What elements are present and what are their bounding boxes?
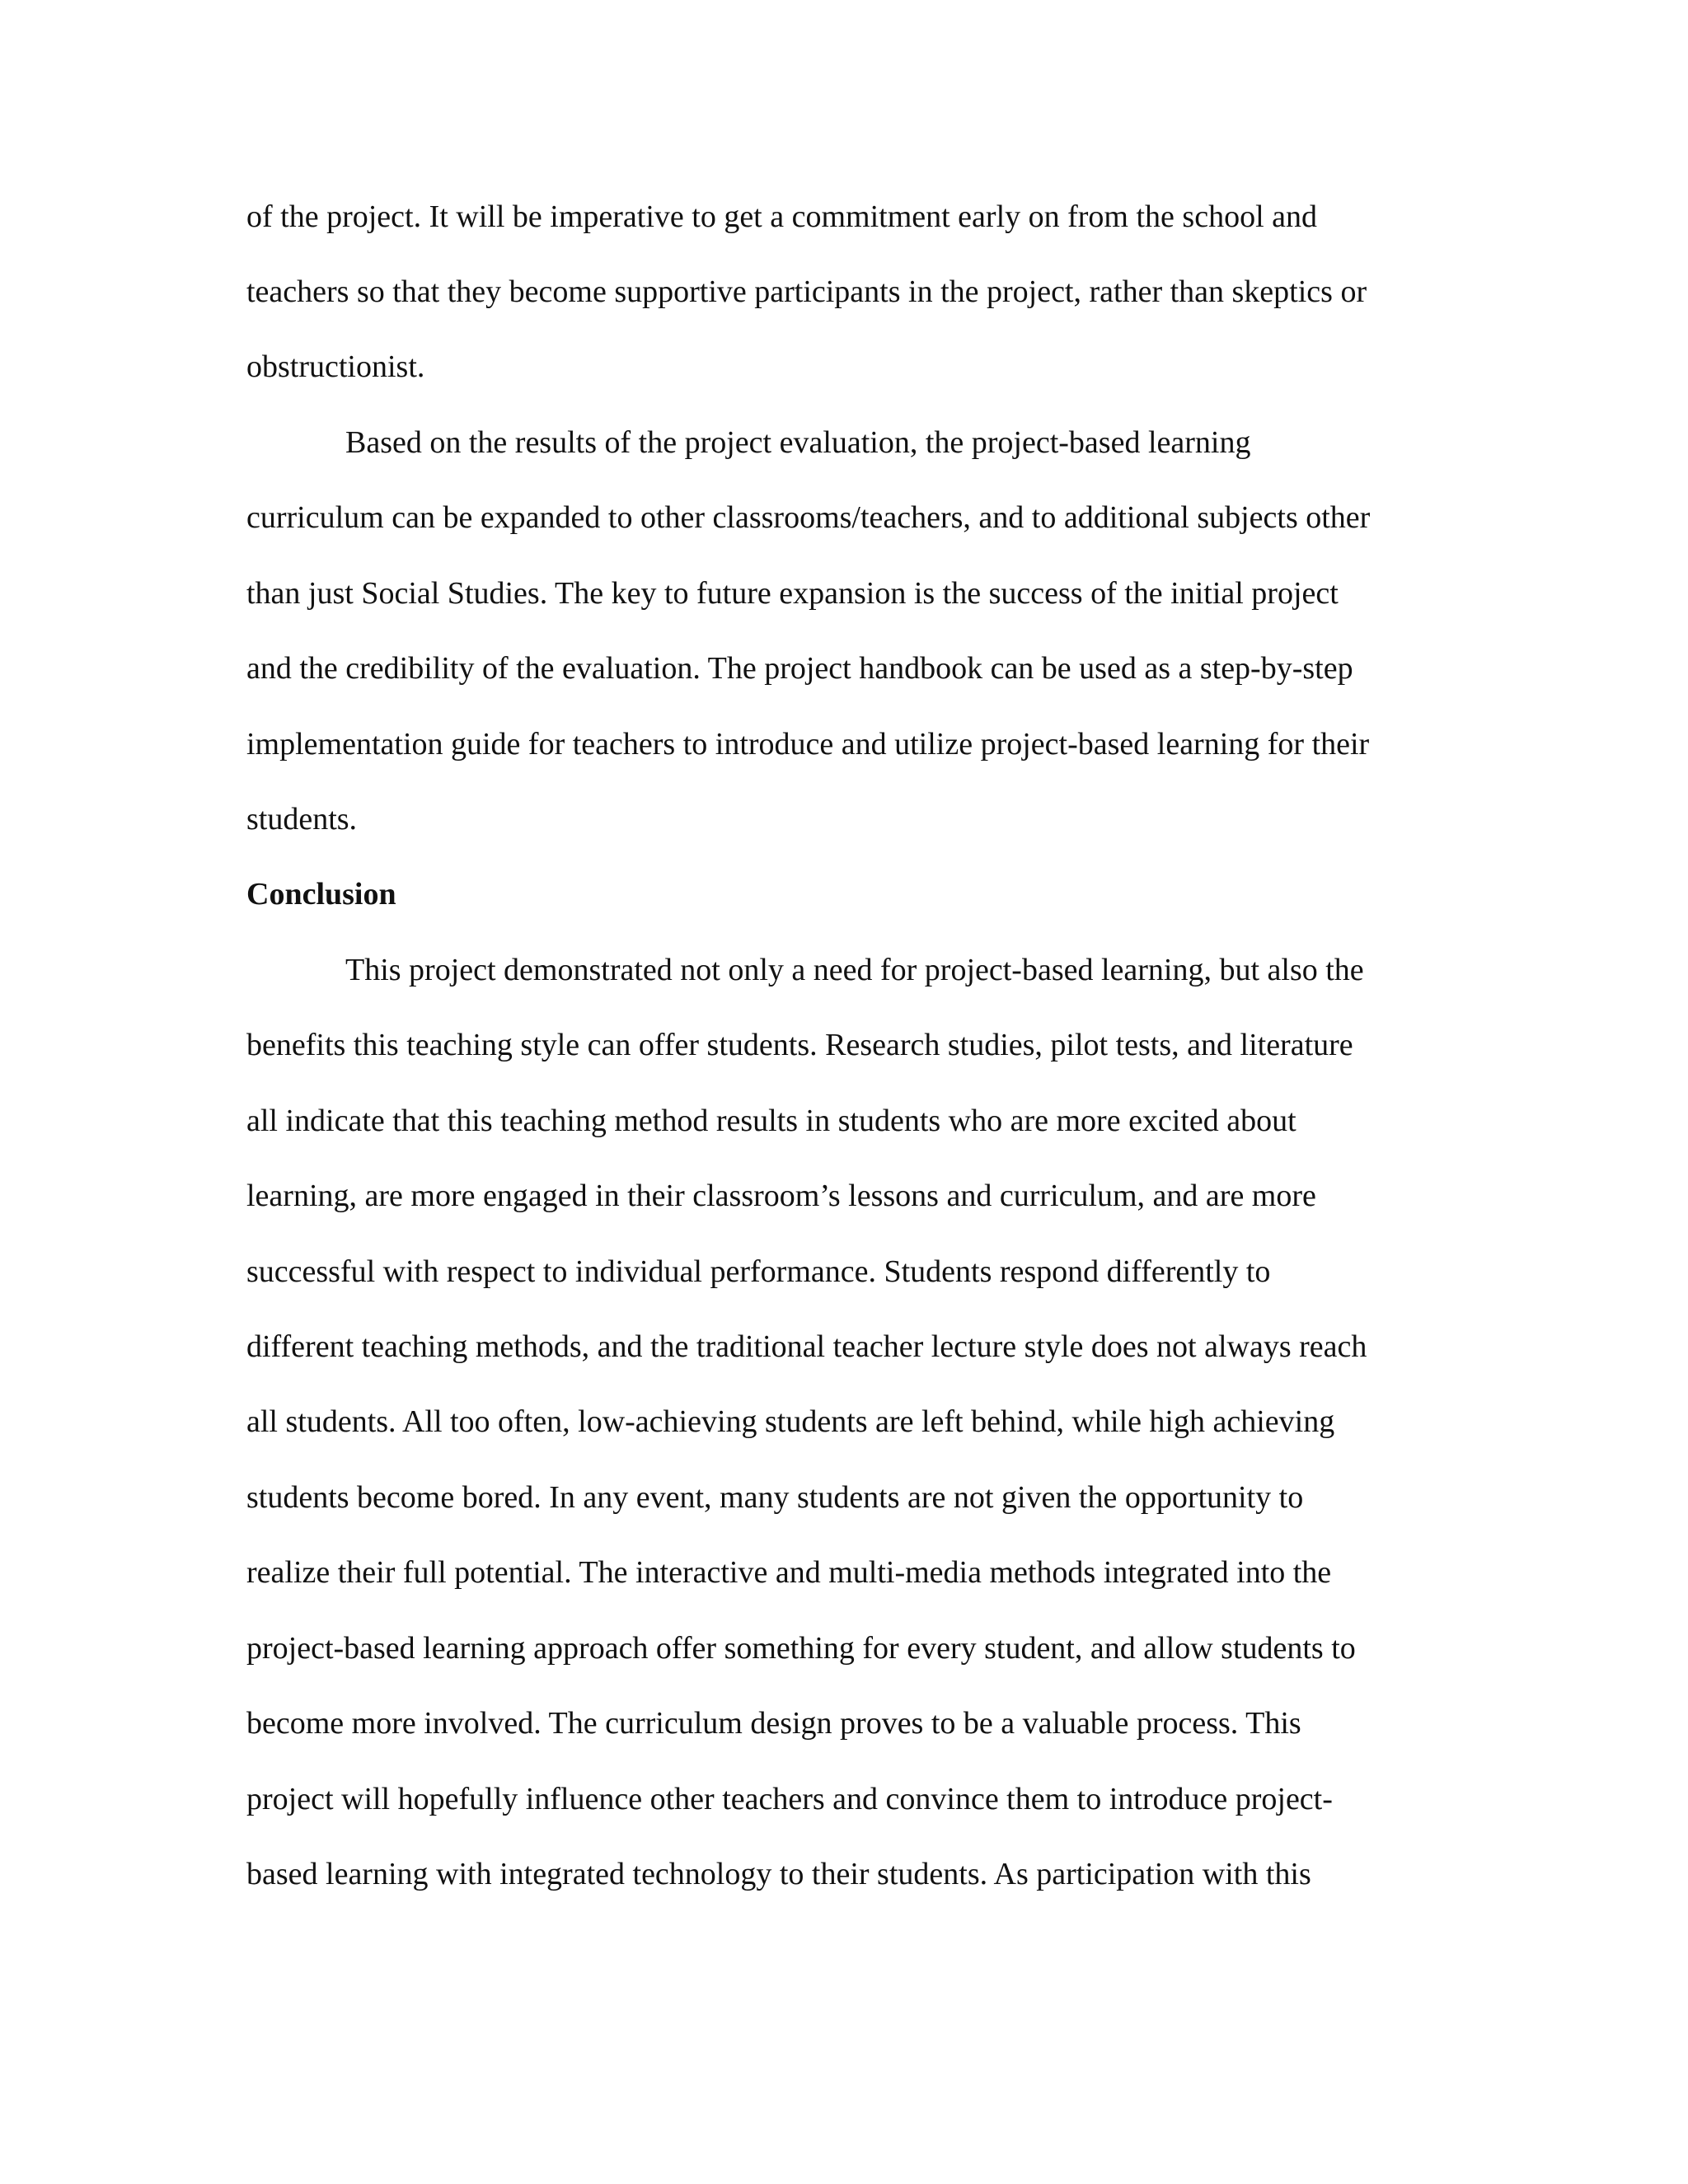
paragraph-2-line-3: than just Social Studies. The key to future expansion is the success of the initial project <box>246 576 1339 611</box>
paragraph-3-line-3: all indicate that this teaching method results in students who are more excited about <box>246 1104 1296 1138</box>
paragraph-3-line-12: project will hopefully influence other teachers and convince them to introduce project- <box>246 1782 1333 1816</box>
paragraph-2-line-2: curriculum can be expanded to other classrooms/teachers, and to additional subjects other <box>246 500 1371 535</box>
paragraph-2-line-6: students. <box>246 802 358 837</box>
paragraph-3-line-8: students become bored. In any event, many students are not given the opportunity to <box>246 1480 1304 1515</box>
paragraph-3-line-9: realize their full potential. The interactive and multi-media methods integrated into the <box>246 1555 1332 1590</box>
paragraph-1-line-3: obstructionist. <box>246 349 425 384</box>
paragraph-2-line-5: implementation guide for teachers to introduce and utilize project-based learning for their <box>246 727 1370 762</box>
conclusion-heading: Conclusion <box>246 877 396 912</box>
paragraph-3-line-7: all students. All too often, low-achieving students are left behind, while high achieving <box>246 1404 1335 1439</box>
paragraph-3-line-11: become more involved. The curriculum design proves to be a valuable process. This <box>246 1706 1301 1741</box>
paragraph-3-line-4: learning, are more engaged in their classroom’s lessons and curriculum, and are more <box>246 1179 1316 1213</box>
paragraph-3-line-13: based learning with integrated technology to their students. As participation with this <box>246 1857 1311 1891</box>
paragraph-3-line-1: This project demonstrated not only a need for project-based learning, but also the <box>345 953 1364 987</box>
paragraph-3-line-5: successful with respect to individual performance. Students respond differently to <box>246 1254 1271 1289</box>
paragraph-3-line-10: project-based learning approach offer something for every student, and allow students to <box>246 1631 1356 1666</box>
paragraph-3-line-6: different teaching methods, and the traditional teacher lecture style does not always reach <box>246 1329 1367 1364</box>
paragraph-1-line-2: teachers so that they become supportive participants in the project, rather than skeptics or <box>246 274 1367 309</box>
paragraph-1-line-1: of the project. It will be imperative to get a commitment early on from the school and <box>246 199 1317 234</box>
paragraph-2-line-1: Based on the results of the project evaluation, the project-based learning <box>345 425 1251 460</box>
paragraph-3-line-2: benefits this teaching style can offer students. Research studies, pilot tests, and literature <box>246 1028 1353 1062</box>
paragraph-2-line-4: and the credibility of the evaluation. The project handbook can be used as a step-by-step <box>246 651 1353 686</box>
